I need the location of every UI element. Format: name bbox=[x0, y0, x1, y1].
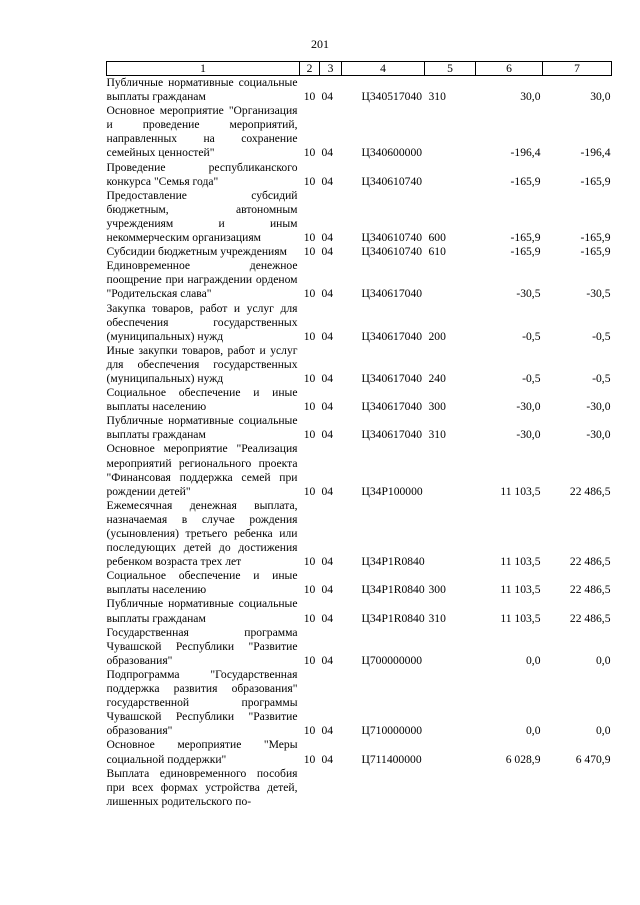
table-row bbox=[107, 442, 612, 498]
row-subsection-cell: 04 bbox=[321, 428, 334, 442]
row-target-article-cell: Ц700000000 bbox=[361, 653, 423, 667]
row-subsection-cell: 04 bbox=[321, 146, 334, 160]
row-name-cell: Подпрограмма "Государственная поддержка развития образования" государственной программы Чувашской Республики "Развитие образования" bbox=[106, 667, 298, 738]
page-number: 201 bbox=[311, 37, 329, 51]
row-amount-1-cell: 30,0 bbox=[520, 90, 541, 104]
row-amount-2-cell bbox=[543, 767, 612, 809]
row-target-article-cell: Ц340610740 bbox=[361, 245, 423, 259]
row-name-cell: Проведение республиканского конкурса "Семья года" bbox=[106, 160, 298, 188]
row-section-cell: 10 bbox=[303, 611, 316, 625]
row-target-article-cell: Ц340617040 bbox=[361, 371, 423, 385]
row-amount-1-cell: -30,5 bbox=[516, 287, 541, 301]
row-amount-2-cell: 30,0 bbox=[590, 90, 611, 104]
row-target-article-cell: Ц340617040 bbox=[361, 428, 423, 442]
row-target-article-cell bbox=[342, 767, 425, 809]
table-row bbox=[107, 76, 612, 105]
row-subsection-cell: 04 bbox=[321, 245, 334, 259]
row-amount-1-cell: 11 103,5 bbox=[500, 484, 541, 498]
row-amount-1-cell bbox=[476, 767, 543, 809]
row-section-cell: 10 bbox=[303, 245, 316, 259]
row-amount-1-cell: 6 028,9 bbox=[505, 752, 541, 766]
row-name-cell: Субсидии бюджетным учреждениям bbox=[106, 245, 287, 259]
row-amount-1-cell: 11 103,5 bbox=[500, 555, 541, 569]
row-amount-1-cell: -165,9 bbox=[510, 174, 541, 188]
row-subsection-cell: 04 bbox=[321, 583, 334, 597]
header-col-7: 7 bbox=[543, 62, 612, 76]
row-amount-2-cell: 22 486,5 bbox=[569, 484, 611, 498]
row-target-article-cell: Ц340617040 bbox=[361, 329, 423, 343]
row-amount-2-cell: -165,9 bbox=[580, 231, 611, 245]
row-expense-type-cell: 600 bbox=[428, 231, 446, 245]
table-row bbox=[107, 499, 612, 569]
row-name-cell: Основное мероприятие "Реализация мероприятий регионального проекта "Финансовая поддержка семей при рождении детей" bbox=[106, 442, 298, 498]
row-subsection-cell: 04 bbox=[321, 752, 334, 766]
row-amount-1-cell: -165,9 bbox=[510, 245, 541, 259]
row-section-cell: 10 bbox=[303, 231, 316, 245]
row-name-cell: Единовременное денежное поощрение при награждении орденом "Родительская слава" bbox=[106, 259, 298, 301]
table-row bbox=[107, 259, 612, 301]
row-amount-2-cell: 22 486,5 bbox=[569, 611, 611, 625]
row-subsection-cell: 04 bbox=[321, 287, 334, 301]
row-amount-1-cell: -165,9 bbox=[510, 231, 541, 245]
row-subsection-cell: 04 bbox=[321, 484, 334, 498]
row-expense-type-cell: 300 bbox=[428, 583, 446, 597]
row-section-cell: 10 bbox=[303, 287, 316, 301]
row-amount-1-cell: 11 103,5 bbox=[500, 611, 541, 625]
row-section-cell bbox=[300, 767, 320, 809]
row-amount-2-cell: -165,9 bbox=[580, 245, 611, 259]
table-row bbox=[107, 344, 612, 386]
row-target-article-cell: Ц34P1R0840 bbox=[361, 611, 425, 625]
budget-table bbox=[106, 61, 612, 809]
row-name-cell: Основное мероприятие "Организация и проведение мероприятий, направленных на сохранение семейных ценностей" bbox=[106, 104, 298, 160]
row-amount-2-cell: -30,0 bbox=[586, 400, 611, 414]
row-section-cell: 10 bbox=[303, 653, 316, 667]
row-expense-type-cell: 310 bbox=[428, 428, 446, 442]
row-subsection-cell: 04 bbox=[321, 174, 334, 188]
row-amount-2-cell: -0,5 bbox=[592, 371, 611, 385]
table-row bbox=[107, 767, 612, 809]
row-name-cell: Выплата единовременного пособия при всех формах устройства детей, лишенных родительского по- bbox=[106, 766, 298, 808]
table-row bbox=[107, 302, 612, 344]
table-row bbox=[107, 189, 612, 245]
row-name-cell: Социальное обеспечение и иные выплаты населению bbox=[106, 386, 298, 414]
row-amount-1-cell: -0,5 bbox=[522, 329, 541, 343]
row-amount-2-cell: -0,5 bbox=[592, 329, 611, 343]
row-amount-2-cell: 6 470,9 bbox=[575, 752, 611, 766]
header-col-5: 5 bbox=[425, 62, 476, 76]
row-expense-type-cell: 310 bbox=[428, 90, 446, 104]
row-expense-type-cell: 310 bbox=[428, 611, 446, 625]
row-expense-type-cell bbox=[425, 767, 476, 809]
row-target-article-cell: Ц711400000 bbox=[361, 752, 422, 766]
row-section-cell: 10 bbox=[303, 724, 316, 738]
header-col-4: 4 bbox=[342, 62, 425, 76]
row-expense-type-cell: 240 bbox=[428, 371, 446, 385]
row-amount-2-cell: 0,0 bbox=[596, 724, 611, 738]
row-name-cell: Государственная программа Чувашской Республики "Развитие образования" bbox=[106, 625, 298, 667]
row-amount-2-cell: -196,4 bbox=[580, 146, 611, 160]
row-amount-1-cell: 0,0 bbox=[526, 724, 541, 738]
row-section-cell: 10 bbox=[303, 174, 316, 188]
row-section-cell: 10 bbox=[303, 329, 316, 343]
row-target-article-cell: Ц340600000 bbox=[361, 146, 423, 160]
row-expense-type-cell bbox=[425, 626, 476, 668]
row-subsection-cell: 04 bbox=[321, 231, 334, 245]
row-name-cell: Публичные нормативные социальные выплаты гражданам bbox=[106, 76, 298, 104]
row-name-cell: Иные закупки товаров, работ и услуг для обеспечения государственных (муниципальных) нужд bbox=[106, 343, 298, 385]
table-row bbox=[107, 414, 612, 442]
row-target-article-cell: Ц34P100000 bbox=[361, 484, 423, 498]
table-row bbox=[107, 738, 612, 766]
row-amount-1-cell: 11 103,5 bbox=[500, 583, 541, 597]
row-subsection-cell: 04 bbox=[321, 371, 334, 385]
table-row bbox=[107, 626, 612, 668]
row-expense-type-cell bbox=[425, 259, 476, 301]
row-name-cell: Публичные нормативные социальные выплаты гражданам bbox=[106, 414, 298, 442]
row-name-cell: Предоставление субсидий бюджетным, автономным учреждениям и иным некоммерческим организациям bbox=[106, 188, 298, 245]
table-header-row bbox=[107, 62, 612, 76]
row-subsection-cell: 04 bbox=[321, 90, 334, 104]
row-section-cell: 10 bbox=[303, 90, 316, 104]
row-section-cell: 10 bbox=[303, 583, 316, 597]
row-subsection-cell: 04 bbox=[321, 611, 334, 625]
row-expense-type-cell: 200 bbox=[428, 329, 446, 343]
row-name-cell: Основное мероприятие "Меры социальной поддержки" bbox=[106, 738, 298, 766]
row-amount-1-cell: 0,0 bbox=[526, 653, 541, 667]
row-amount-2-cell: -30,0 bbox=[586, 428, 611, 442]
row-name-cell: Ежемесячная денежная выплата, назначаемая в случае рождения (усыновления) третьего ребенка или последующих детей до достижения ребенком возраста трех лет bbox=[106, 498, 298, 569]
row-target-article-cell: Ц710000000 bbox=[361, 724, 423, 738]
row-subsection-cell: 04 bbox=[321, 555, 334, 569]
row-subsection-cell: 04 bbox=[321, 400, 334, 414]
row-expense-type-cell bbox=[425, 499, 476, 569]
row-name-cell: Социальное обеспечение и иные выплаты населению bbox=[106, 569, 298, 597]
row-amount-2-cell: -165,9 bbox=[580, 174, 611, 188]
table-row bbox=[107, 668, 612, 738]
header-col-1: 1 bbox=[107, 62, 300, 76]
table-row bbox=[107, 161, 612, 189]
row-amount-1-cell: -0,5 bbox=[522, 371, 541, 385]
row-expense-type-cell bbox=[425, 738, 476, 766]
row-amount-1-cell: -196,4 bbox=[510, 146, 541, 160]
row-target-article-cell: Ц34P1R0840 bbox=[361, 555, 425, 569]
row-section-cell: 10 bbox=[303, 484, 316, 498]
header-col-6: 6 bbox=[476, 62, 543, 76]
row-expense-type-cell bbox=[425, 668, 476, 738]
row-amount-2-cell: 22 486,5 bbox=[569, 555, 611, 569]
row-expense-type-cell: 300 bbox=[428, 400, 446, 414]
row-section-cell: 10 bbox=[303, 752, 316, 766]
row-amount-1-cell: -30,0 bbox=[516, 428, 541, 442]
row-section-cell: 10 bbox=[303, 146, 316, 160]
row-amount-2-cell: 0,0 bbox=[596, 653, 611, 667]
row-expense-type-cell: 610 bbox=[428, 245, 446, 259]
row-section-cell: 10 bbox=[303, 428, 316, 442]
row-subsection-cell bbox=[320, 767, 342, 809]
row-section-cell: 10 bbox=[303, 555, 316, 569]
row-target-article-cell: Ц340617040 bbox=[361, 400, 423, 414]
table-row bbox=[107, 104, 612, 160]
row-subsection-cell: 04 bbox=[321, 724, 334, 738]
table-row bbox=[107, 386, 612, 414]
row-target-article-cell: Ц34P1R0840 bbox=[361, 583, 425, 597]
row-section-cell: 10 bbox=[303, 400, 316, 414]
row-amount-1-cell: -30,0 bbox=[516, 400, 541, 414]
row-target-article-cell: Ц340517040 bbox=[361, 90, 423, 104]
row-subsection-cell: 04 bbox=[321, 653, 334, 667]
row-name-cell: Закупка товаров, работ и услуг для обеспечения государственных (муниципальных) нужд bbox=[106, 301, 298, 343]
table-row bbox=[107, 245, 612, 259]
row-amount-2-cell: 22 486,5 bbox=[569, 583, 611, 597]
header-col-2: 2 bbox=[300, 62, 320, 76]
table-row bbox=[107, 597, 612, 625]
row-target-article-cell: Ц340610740 bbox=[361, 231, 423, 245]
row-target-article-cell: Ц340617040 bbox=[361, 287, 423, 301]
table-row bbox=[107, 569, 612, 597]
row-section-cell: 10 bbox=[303, 371, 316, 385]
row-expense-type-cell bbox=[425, 442, 476, 498]
row-target-article-cell: Ц340610740 bbox=[361, 174, 423, 188]
header-col-3: 3 bbox=[320, 62, 342, 76]
row-name-cell: Публичные нормативные социальные выплаты гражданам bbox=[106, 597, 298, 625]
row-subsection-cell: 04 bbox=[321, 329, 334, 343]
row-expense-type-cell bbox=[425, 161, 476, 189]
row-amount-2-cell: -30,5 bbox=[586, 287, 611, 301]
row-expense-type-cell bbox=[425, 104, 476, 160]
